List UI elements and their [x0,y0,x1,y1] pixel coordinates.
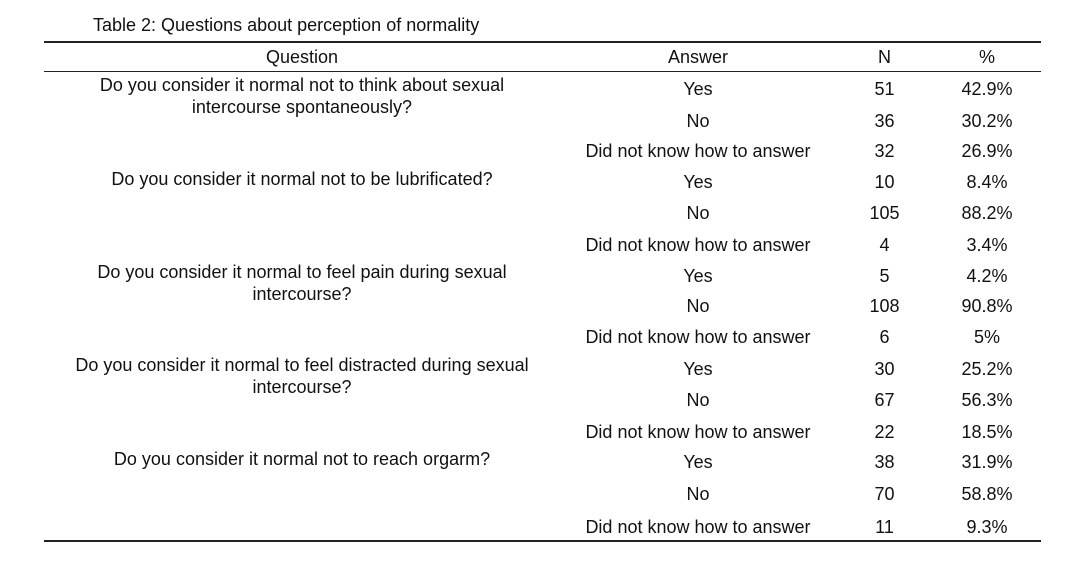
answer-cell: Yes [683,79,713,99]
n-cell: 36 [874,111,895,131]
n-cell: 10 [874,172,895,192]
table-caption: Table 2: Questions about perception of normality [93,15,480,35]
n-cell: 70 [874,484,895,504]
answer-cell: No [686,296,710,316]
answer-cell: No [686,111,710,131]
percent-cell: 58.8% [961,484,1013,504]
n-cell: 38 [874,452,895,472]
n-cell: 32 [874,141,895,161]
n-cell: 22 [874,422,895,442]
answer-cell: Did not know how to answer [585,327,811,347]
percent-cell: 42.9% [961,79,1013,99]
answer-cell: Yes [683,452,713,472]
n-cell: 30 [874,359,895,379]
question-text-line2: intercourse? [252,284,352,304]
percent-cell: 9.3% [966,517,1008,537]
question-text-line2: intercourse? [252,377,352,397]
answer-cell: No [686,390,710,410]
question-text-line1: Do you consider it normal not to think about sexual [99,75,505,95]
percent-cell: 90.8% [961,296,1013,316]
answer-cell: Did not know how to answer [585,517,811,537]
answer-cell: Yes [683,172,713,192]
table-bottom-rule [44,540,1041,542]
header-answer: Answer [667,47,729,67]
question-text-line1: Do you consider it normal not to be lubrificated? [111,169,493,189]
percent-cell: 5% [973,327,1000,347]
answer-cell: Yes [683,266,713,286]
question-text-line2: intercourse spontaneously? [191,97,413,117]
n-cell: 67 [874,390,895,410]
n-cell: 5 [879,266,890,286]
n-cell: 51 [874,79,895,99]
percent-cell: 18.5% [961,422,1013,442]
percent-cell: 88.2% [961,203,1013,223]
answer-cell: Yes [683,359,713,379]
n-cell: 108 [869,296,900,316]
answer-cell: No [686,484,710,504]
question-text-line1: Do you consider it normal to feel distracted during sexual [75,355,529,375]
n-cell: 4 [879,235,890,255]
answer-cell: Did not know how to answer [585,422,811,442]
table-top-rule [44,41,1041,43]
n-cell: 11 [875,517,894,537]
percent-cell: 4.2% [966,266,1008,286]
header-question: Question [265,47,339,67]
n-cell: 6 [879,327,890,347]
percent-cell: 8.4% [966,172,1008,192]
percent-cell: 25.2% [961,359,1013,379]
percent-cell: 56.3% [961,390,1013,410]
header-percent: % [978,47,995,67]
percent-cell: 3.4% [966,235,1008,255]
answer-cell: Did not know how to answer [585,141,811,161]
percent-cell: 31.9% [961,452,1013,472]
answer-cell: Did not know how to answer [585,235,811,255]
header-rule [44,71,1041,72]
question-text-line1: Do you consider it normal to feel pain during sexual [97,262,507,282]
n-cell: 105 [869,203,900,223]
answer-cell: No [686,203,710,223]
percent-cell: 26.9% [961,141,1013,161]
percent-cell: 30.2% [961,111,1013,131]
question-text-line1: Do you consider it normal not to reach orgarm? [113,449,491,469]
header-n: N [878,47,891,67]
